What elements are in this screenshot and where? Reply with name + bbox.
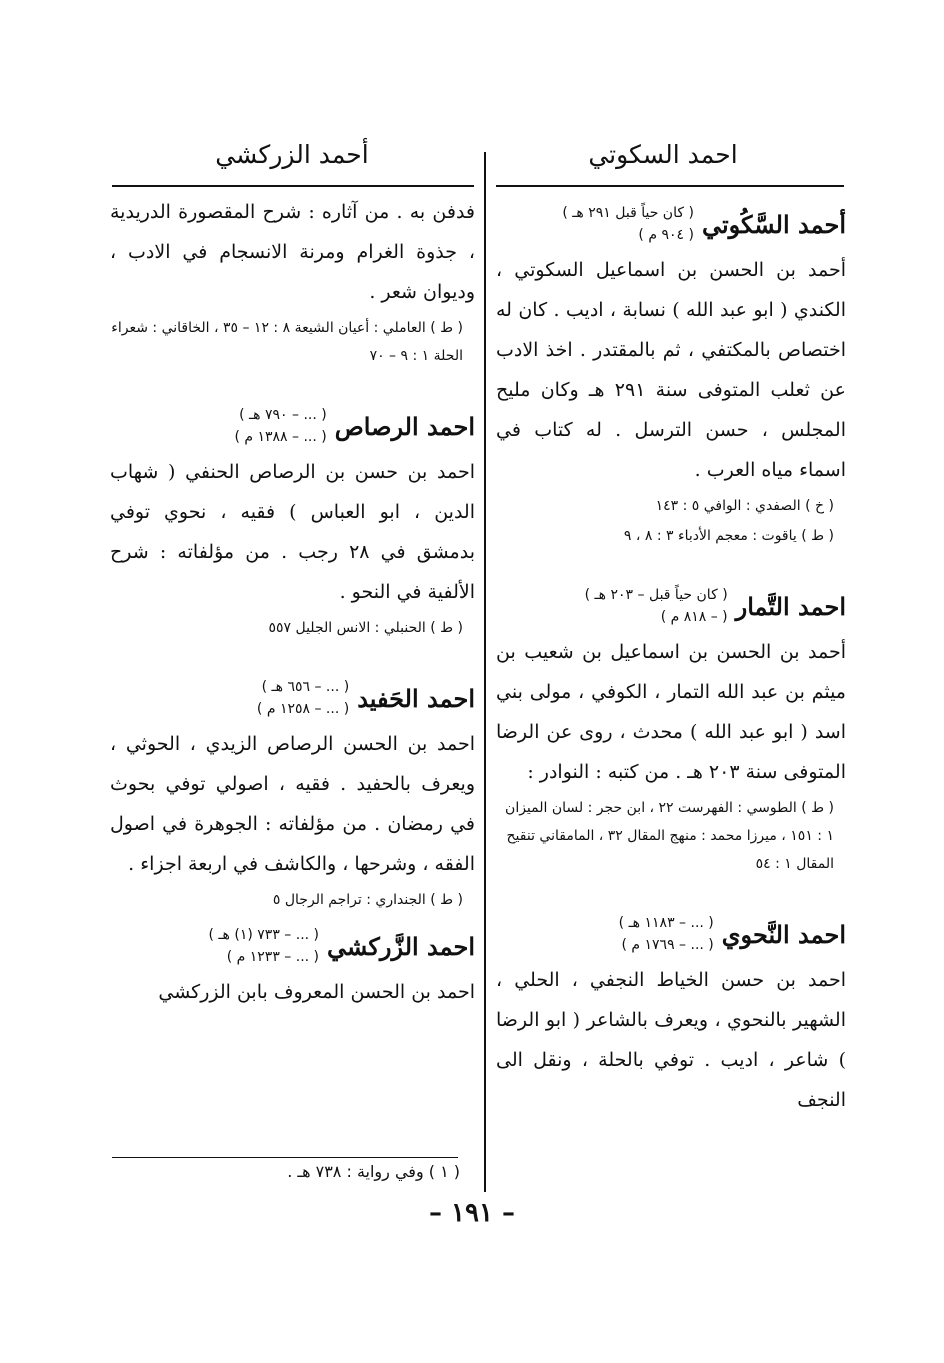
entry-source: ( خ ) الصفدي : الوافي ٥ : ١٤٣	[655, 498, 834, 514]
right-column	[496, 192, 846, 1193]
entry-dates	[257, 676, 349, 720]
entry-name: احمد الحَفيد	[357, 683, 475, 713]
entry-sakuti	[496, 202, 846, 550]
left-column-header: أحمد الزركشي	[215, 140, 369, 169]
entry-nahwi	[496, 912, 846, 1120]
entry-source: ( ط ) الطوسي : الفهرست ٢٢ ، ابن حجر : لسان الميزان ١ : ١٥١ ، ميرزا محمد : منهج المقال ٣٢ ، المامقاني تنقيح المقال ١ : ٥٤	[505, 800, 834, 872]
entry-body: احمد بن حسن بن الرصاص الحنفي ( شهاب الدين ، ابو العباس ) فقيه ، نحوي توفي بدمشق في ٢٨ رجب . من مؤلفاته : شرح الألفية في النحو .	[110, 461, 475, 603]
entry-source: ( ط ) العاملي : أعيان الشيعة ٨ : ١٢ – ٣٥ ، الخاقاني : شعراء الحلة ١ : ٩ – ٧٠	[111, 320, 463, 364]
footnote-rule	[112, 1157, 458, 1158]
entry-body: احمد بن حسن الخياط النجفي ، الحلي ، الشهير بالنحوي ، ويعرف بالشاعر ( ابو الرضا ) شاعر ، اديب . توفي بالحلة ، ونقل الى النجف	[496, 969, 846, 1111]
entry-body: احمد بن الحسن الرصاص الزيدي ، الحوثي ، ويعرف بالحفيد . فقيه ، اصولي توفي بحوث في رمضان . من مؤلفاته : الجوهرة في اصول الفقه ، وشرحها ، والكاشف في اربعة اجزاء .	[110, 733, 475, 875]
date-hijri: ( ... – ٧٩٠ هـ )	[239, 407, 327, 423]
entry-dates	[585, 584, 728, 628]
header-rule-right	[496, 185, 844, 187]
date-gregorian: ( ... – ١٧٦٩ م )	[621, 937, 714, 953]
entry-body: أحمد بن الحسن بن اسماعيل بن شعيب بن ميثم بن عبد الله التمار ، الكوفي ، مولى بني اسد ( ابو عبد الله ) محدث ، روى عن الرضا المتوفى سنة ٢٠٣ هـ . من كتبه : النوادر :	[496, 641, 846, 783]
entry-body: أحمد بن الحسن بن اسماعيل السكوتي ، الكندي ( ابو عبد الله ) نسابة ، اديب . كان له اختصاص بالمكتفي ، ثم بالمقتدر . اخذ الادب عن ثعلب المتوفى سنة ٢٩١ هـ وكان مليح المجلس ، حسن الترسل . له كتاب في اسماء مياه العرب .	[496, 259, 846, 481]
date-hijri: ( كان حياً قبل – ٢٠٣ هـ )	[584, 587, 728, 603]
entry-dates	[619, 912, 714, 956]
entry-name: احمد الزَّركشي	[327, 931, 475, 961]
entry-continuation	[110, 192, 475, 370]
date-hijri: ( ... – ٧٣٣ (١) هـ )	[208, 927, 320, 943]
entry-body: احمد بن الحسن المعروف بابن الزركشي	[158, 981, 475, 1003]
left-column	[110, 192, 475, 1193]
entry-dates	[209, 924, 320, 968]
entry-hafid	[110, 676, 475, 914]
entry-source: ( ط ) ياقوت : معجم الأدباء ٣ : ٨ ، ٩	[623, 528, 834, 544]
date-gregorian: ( – ٨١٨ م )	[660, 609, 728, 625]
right-column-header: احمد السكوتي	[588, 140, 738, 169]
entry-tammar	[496, 584, 846, 878]
column-divider	[484, 152, 486, 1192]
date-hijri: ( ... – ٦٥٦ هـ )	[261, 679, 350, 695]
entry-name: أحمد السَّكُوتي	[701, 209, 846, 239]
entry-dates	[562, 202, 694, 246]
date-gregorian: ( ... – ١٢٣٣ م )	[226, 949, 320, 965]
date-gregorian: ( ... – ١٣٨٨ م )	[234, 429, 327, 445]
entry-source: ( ط ) الحنبلي : الانس الجليل ٥٥٧	[268, 620, 463, 636]
entry-dates	[234, 404, 326, 448]
continuation-body: فدفن به . من آثاره : شرح المقصورة الدريدية ، جذوة الغرام ومرنة الانسجام في الادب ، وديوان شعر .	[110, 201, 475, 303]
entry-rasas	[110, 404, 475, 642]
entry-name: احمد الرصاص	[334, 411, 475, 441]
date-hijri: ( كان حياً قبل ٢٩١ هـ )	[562, 205, 694, 221]
date-hijri: ( ... – ١١٨٣ هـ )	[618, 915, 714, 931]
entry-source: ( ط ) الجنداري : تراجم الرجال ٥	[272, 892, 463, 908]
date-gregorian: ( ... – ١٢٥٨ م )	[256, 701, 350, 717]
page-number: – ١٩١ –	[428, 1198, 516, 1228]
date-gregorian: ( ٩٠٤ م )	[638, 227, 694, 243]
entry-zarkashi	[110, 924, 475, 1012]
entry-name: احمد النَّحوي	[721, 919, 846, 949]
entry-name: احمد التَّمار	[735, 591, 846, 621]
header-rule-left	[112, 185, 474, 187]
footnote: ( ١ ) وفي رواية : ٧٣٨ هـ .	[287, 1162, 460, 1181]
